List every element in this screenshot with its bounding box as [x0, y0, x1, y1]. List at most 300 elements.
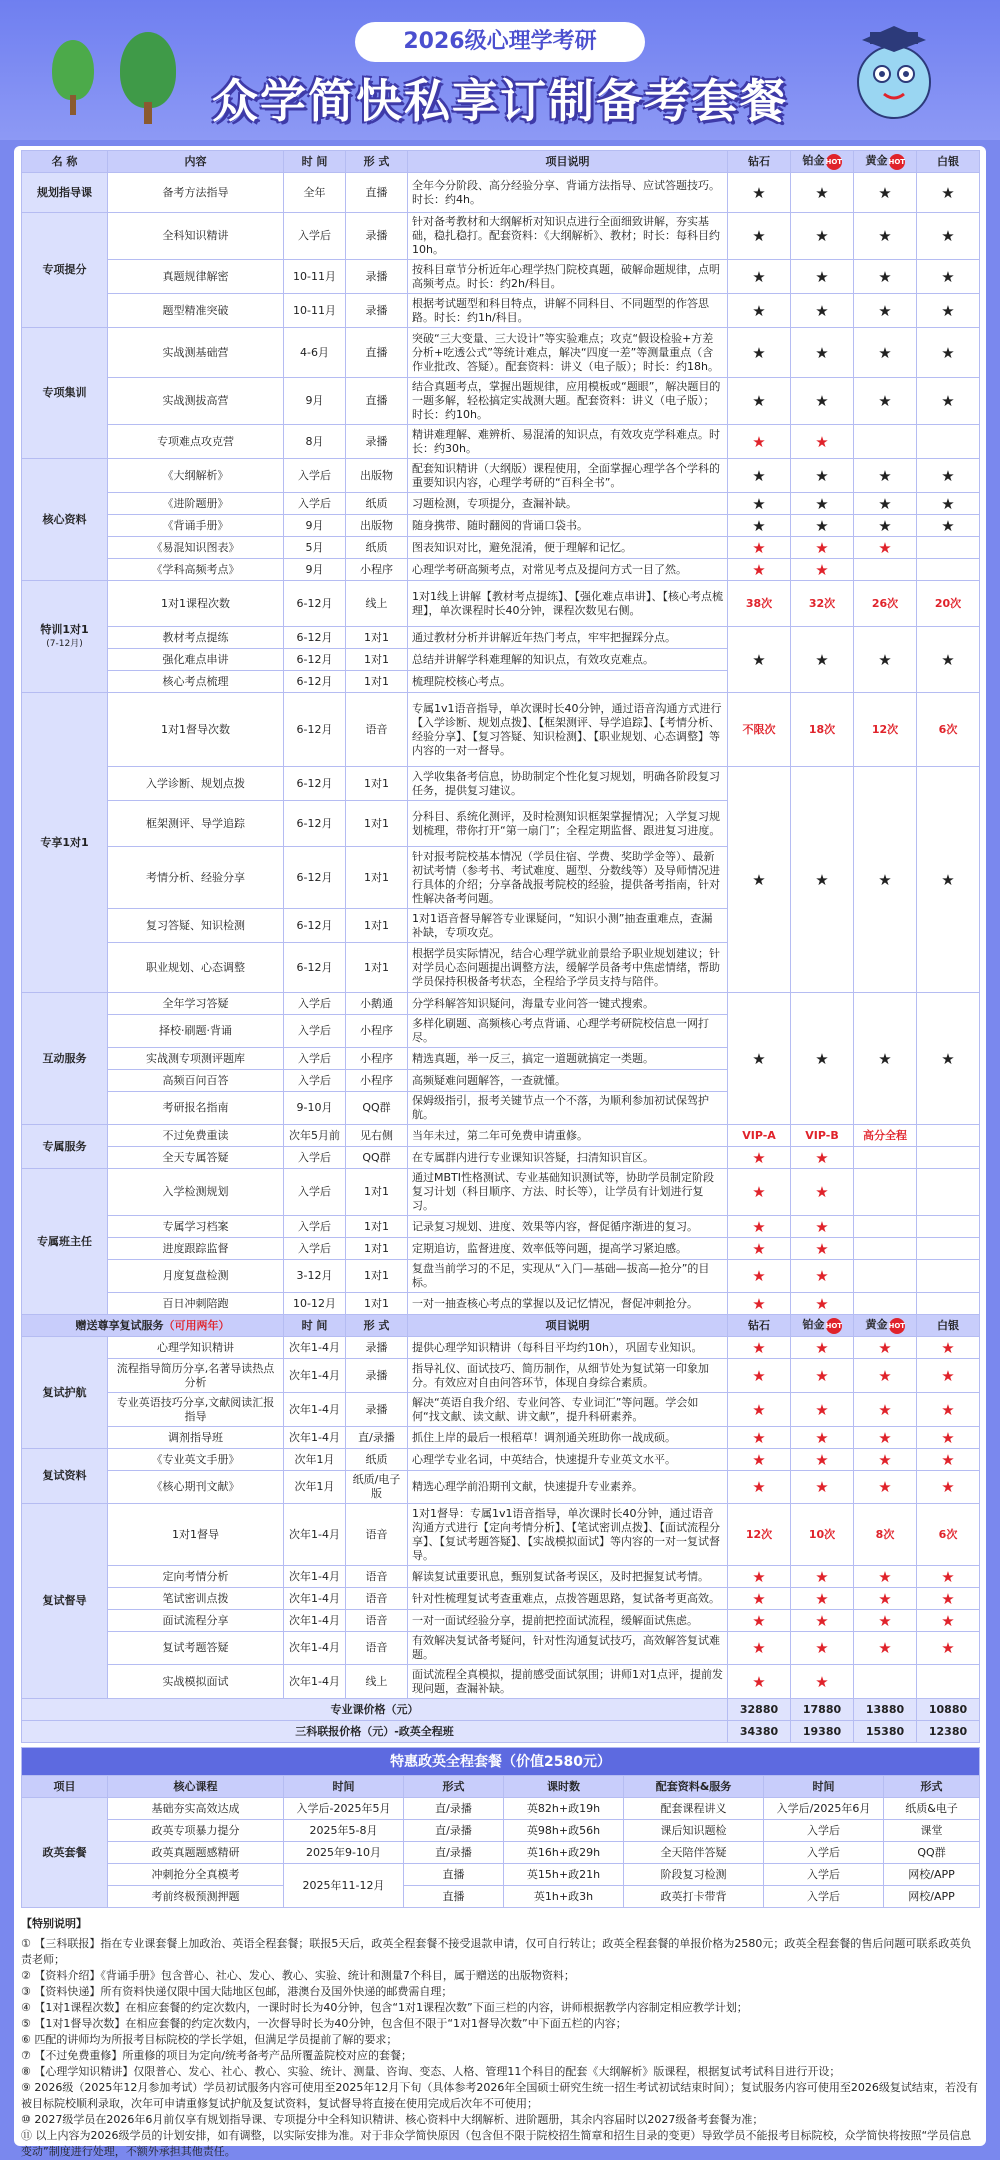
time-cell: 次年1-4月: [284, 1427, 346, 1449]
content-cell: 1对1督导: [108, 1504, 284, 1566]
tier-cell-g: [854, 1293, 917, 1315]
politics-cell: QQ群: [884, 1842, 980, 1864]
content-cell: 入学诊断、规划点拨: [108, 767, 284, 801]
politics-body: [22, 1748, 980, 1908]
note-item: ② 【资料介绍】《背诵手册》包含普心、社心、发心、教心、实验、统计和测量7个科目，属于赠送的出版物资料；: [21, 1969, 575, 1982]
content-cell: 复试考题答疑: [108, 1632, 284, 1665]
form-cell: 1对1: [346, 671, 408, 693]
category-label: 专属服务: [42, 1139, 87, 1153]
tier-cell-s: [917, 1125, 980, 1147]
description-cell: 精选心理学前沿期刊文献，快速提升专业素养。: [408, 1471, 728, 1504]
category-cell: [22, 581, 108, 693]
description-cell: 随身携带、随时翻阅的背诵口袋书。: [408, 515, 728, 537]
tier-cell-d: ★: [728, 1588, 791, 1610]
description-cell: 面试流程全真模拟，提前感受面试氛围；讲师1对1点评，提前发现问题，查漏补缺。: [408, 1665, 728, 1699]
tier-cell-p: ★: [791, 537, 854, 559]
politics-row: [22, 1820, 980, 1842]
col-desc: 项目说明: [408, 151, 728, 173]
form-cell: 录播: [346, 425, 408, 459]
table-row: [22, 1588, 980, 1610]
description-cell: 多样化刷题、高频核心考点背诵、心理学考研院校信息一网打尽。: [408, 1015, 728, 1048]
time-cell: 次年1月: [284, 1471, 346, 1504]
tier-cell-d: ★: [728, 1449, 791, 1471]
tier-cell-d: ★: [728, 1566, 791, 1588]
tier-cell-p: ★: [791, 378, 854, 425]
price-p: 17880: [791, 1699, 854, 1721]
time-cell: 4-6月: [284, 328, 346, 378]
category-cell: [22, 173, 108, 213]
form-cell: 1对1: [346, 1238, 408, 1260]
time-cell: 次年1月: [284, 1449, 346, 1471]
tier-cell-g: ★: [854, 260, 917, 294]
tier-cell-s: [917, 1665, 980, 1699]
tier-cell-s: ★: [917, 260, 980, 294]
header-badge: 2026级心理学考研: [355, 22, 645, 62]
tier-cell-d: ★: [728, 1393, 791, 1427]
description-cell: 分学科解答知识疑问，海量专业问答一键式搜索。: [408, 993, 728, 1015]
content-cell: 定向考情分析: [108, 1566, 284, 1588]
politics-col: 配套资料&服务: [624, 1776, 764, 1798]
tier-cell-p: ★: [791, 1588, 854, 1610]
tier-cell-p: ★: [791, 1471, 854, 1504]
description-cell: 心理学考研高频考点，对常见考点及提问方式一目了然。: [408, 559, 728, 581]
description-cell: 1对1督导：专属1v1语音指导，单次课时长40分钟，通过语音沟通方式进行【定向考情分析】、【笔试密训点拨】、【面试流程分享】、【复试考题答疑】、【实战模拟面试】等内容的一对一复试督导。: [408, 1504, 728, 1566]
content-cell: 《进阶题册》: [108, 493, 284, 515]
content-cell: 入学检测规划: [108, 1169, 284, 1216]
tier-cell-p: ★: [791, 294, 854, 328]
tier-cell-g: ★: [854, 1393, 917, 1427]
content-cell: 全科知识精讲: [108, 213, 284, 260]
note-item: ⑨ 2026级（2025年12月参加考试）学员初试服务内容可使用至2025年12月下旬（具体参考2026年全国硕士研究生统一招生考试初试结束时间）；复试服务内容可使用至2026级复试结束，若没有被目标院校顺利录取，次年可申请重修复试护航及复试资料，复试督导将直接在使用完成后次年不可使用；: [21, 2081, 978, 2110]
time-cell: 次年1-4月: [284, 1504, 346, 1566]
politics-col: 形式: [404, 1776, 504, 1798]
politics-cell: 基础夯实高效达成: [108, 1798, 284, 1820]
politics-cell: 直/录播: [404, 1820, 504, 1842]
description-cell: 梳理院校核心考点。: [408, 671, 728, 693]
content-cell: 择校·刷题·背诵: [108, 1015, 284, 1048]
description-cell: 解决“英语自我介绍、专业问答、专业词汇”等问题。学会如何“找文献、读文献、讲文献”，提升科研素养。: [408, 1393, 728, 1427]
politics-cell: 政英真题题感精研: [108, 1842, 284, 1864]
table-row: [22, 1238, 980, 1260]
table-row: [22, 515, 980, 537]
tier-cell-s: ★: [917, 1566, 980, 1588]
tier-cell-s: ★: [917, 1632, 980, 1665]
politics-row: [22, 1886, 980, 1908]
content-cell: 专项难点攻克营: [108, 425, 284, 459]
time-cell: 次年1-4月: [284, 1610, 346, 1632]
tier-cell-p: ★: [791, 993, 854, 1125]
tier-cell-g: ★: [854, 294, 917, 328]
time-cell: 入学后: [284, 993, 346, 1015]
tier-cell-p: ★: [791, 425, 854, 459]
content-cell: 考情分析、经验分享: [108, 847, 284, 909]
content-cell: 流程指导简历分享,名著导读热点分析: [108, 1359, 284, 1393]
special-notes: [21, 1916, 979, 2160]
table-row: [22, 581, 980, 627]
time-cell: 6-12月: [284, 847, 346, 909]
tier-cell-s: ★: [917, 1471, 980, 1504]
tier-cell-s: [917, 1293, 980, 1315]
form-cell: 1对1: [346, 909, 408, 943]
table-row: [22, 1393, 980, 1427]
table-row: [22, 425, 980, 459]
tier-cell-s: 6次: [917, 693, 980, 767]
time-cell: 次年5月前: [284, 1125, 346, 1147]
tier-cell-p: ★: [791, 213, 854, 260]
description-cell: 抓住上岸的最后一根稻草！调剂通关班助你一战成硕。: [408, 1427, 728, 1449]
content-cell: 框架测评、导学追踪: [108, 801, 284, 847]
time-cell: 8月: [284, 425, 346, 459]
politics-cell: 入学后: [764, 1864, 884, 1886]
category-cell: [22, 1449, 108, 1504]
description-cell: 针对性梳理复试考查重难点，点拨答题思路，复试备考更高效。: [408, 1588, 728, 1610]
tier-cell-p: ★: [791, 1610, 854, 1632]
tier-cell-p: ★: [791, 1216, 854, 1238]
note-item: ⑪ 以上内容为2026级学员的计划安排，如有调整，以实际安排为准。对于非众学简快原因（包含但不限于院校招生简章和招生目录的变更）导致学员不能报考目标院校，众学简快将按照“学员信息变动”制度进行处理，不额外承担其他责任。: [21, 2129, 972, 2158]
table-row: [22, 1566, 980, 1588]
politics-cell: 2025年5-8月: [284, 1820, 404, 1842]
category-label: 专享1对1: [40, 835, 89, 849]
form-cell: 录播: [346, 294, 408, 328]
politics-cell: 政英打卡带背: [624, 1886, 764, 1908]
description-cell: 图表知识对比，避免混淆，便于理解和记忆。: [408, 537, 728, 559]
tier-cell-p: 10次: [791, 1504, 854, 1566]
tier-cell-g: [854, 1665, 917, 1699]
politics-cell: 2025年11-12月: [284, 1864, 404, 1908]
tier-cell-s: ★: [917, 1337, 980, 1359]
tier-cell-d: 不限次: [728, 693, 791, 767]
gift-col-diamond: [728, 1315, 791, 1337]
form-cell: 出版物: [346, 459, 408, 493]
tier-cell-p: ★: [791, 1337, 854, 1359]
politics-row: [22, 1798, 980, 1820]
note-item: ⑧ 【心理学知识精讲】仅限普心、发心、社心、教心、实验、统计、测量、咨询、变态、人格、管理11个科目的配套《大纲解析》版课程，根据复试考试科目进行开设；: [21, 2065, 841, 2078]
tree-trunk-2: [144, 102, 152, 124]
mascot-icon: [848, 22, 940, 122]
tier-cell-d: 38次: [728, 581, 791, 627]
tier-cell-s: ★: [917, 1427, 980, 1449]
category-label: 复试督导: [42, 1594, 87, 1607]
main-table-header: [22, 151, 980, 173]
description-cell: 总结并讲解学科难理解的知识点，有效攻克难点。: [408, 649, 728, 671]
table-row: [22, 1427, 980, 1449]
category-label: 核心资料: [42, 512, 87, 526]
time-cell: 入学后: [284, 1015, 346, 1048]
content-cell: 专业英语技巧分享,文献阅读汇报指导: [108, 1393, 284, 1427]
tier-cell-d: ★: [728, 993, 791, 1125]
hot-badge: HOT: [889, 1318, 905, 1334]
category-label: 规划指导课: [37, 185, 92, 199]
gift-col-form: [346, 1315, 408, 1337]
description-cell: 分科目、系统化测评，及时检测知识框架掌握情况；入学复习规划梳理，带你打开“第一扇门”；全程定期监督、跟进复习进度。: [408, 801, 728, 847]
table-row: [22, 1293, 980, 1315]
description-cell: 提供心理学知识精讲（每科目平均约10h），巩固专业知识。: [408, 1337, 728, 1359]
tier-cell-g: 8次: [854, 1504, 917, 1566]
description-cell: 1对1线上讲解【教材考点提练】、【强化难点串讲】、【核心考点梳理】，单次课程时长40分钟，课程次数见右侧。: [408, 581, 728, 627]
note-item: ⑩ 2027级学员在2026年6月前仅享有规划指导课、专项提分中全科知识精讲、核心资料中大纲解析、进阶题册，其余内容届时以2027级备考套餐为准；: [21, 2113, 764, 2126]
content-cell: 笔试密训点拨: [108, 1588, 284, 1610]
tier-cell-g: [854, 1238, 917, 1260]
tier-cell-p: ★: [791, 1169, 854, 1216]
table-row: [22, 294, 980, 328]
tier-cell-g: [854, 1216, 917, 1238]
category-label: 特训1对1: [40, 622, 89, 636]
form-cell: 语音: [346, 1566, 408, 1588]
price-s: 10880: [917, 1699, 980, 1721]
tier-cell-g: ★: [854, 1337, 917, 1359]
politics-cell: 考前终极预测押题: [108, 1886, 284, 1908]
form-cell: 小程序: [346, 1070, 408, 1092]
description-cell: 配套知识精讲（大纲版）课程使用，全面掌握心理学各个学科的重要知识内容，心理学考研的“百科全书”。: [408, 459, 728, 493]
tier-cell-d: ★: [728, 459, 791, 493]
gift-col-platinum-label: 铂金: [802, 1317, 825, 1331]
content-cell: 专属学习档案: [108, 1216, 284, 1238]
form-cell: 小鹅通: [346, 993, 408, 1015]
time-cell: 9-10月: [284, 1092, 346, 1125]
content-cell: 《专业英文手册》: [108, 1449, 284, 1471]
politics-cell: 冲刺抢分全真模考: [108, 1864, 284, 1886]
form-cell: 1对1: [346, 767, 408, 801]
col-diamond: 钻石: [728, 151, 791, 173]
content-cell: 复习答疑、知识检测: [108, 909, 284, 943]
description-cell: 当年未过，第二年可免费申请重修。: [408, 1125, 728, 1147]
tier-cell-d: ★: [728, 1359, 791, 1393]
content-cell: 《易混知识图表》: [108, 537, 284, 559]
table-row: [22, 173, 980, 213]
time-cell: 9月: [284, 515, 346, 537]
content-cell: 教材考点提练: [108, 627, 284, 649]
form-cell: 录播: [346, 213, 408, 260]
tier-cell-g: ★: [854, 993, 917, 1125]
tier-cell-g: ★: [854, 537, 917, 559]
politics-cell: 纸质&电子: [884, 1798, 980, 1820]
tier-cell-d: ★: [728, 328, 791, 378]
table-row: [22, 1260, 980, 1293]
tier-cell-d: ★: [728, 173, 791, 213]
tier-cell-s: ★: [917, 515, 980, 537]
content-cell: 《背诵手册》: [108, 515, 284, 537]
tier-cell-p: ★: [791, 260, 854, 294]
tier-cell-s: ★: [917, 1393, 980, 1427]
politics-band-title: 特惠政英全程套餐（价值2580元）: [22, 1748, 980, 1776]
price-g: 15380: [854, 1721, 917, 1743]
tier-cell-d: ★: [728, 1169, 791, 1216]
tier-cell-g: [854, 1169, 917, 1216]
tier-cell-s: ★: [917, 1588, 980, 1610]
tier-cell-g: ★: [854, 1610, 917, 1632]
description-cell: 通过MBTI性格测试、专业基础知识测试等，协助学员制定阶段复习计划（科目顺序、方法、时长等），让学员有计划进行复习。: [408, 1169, 728, 1216]
tier-cell-d: ★: [728, 378, 791, 425]
tree-left-2: [120, 32, 176, 108]
tier-cell-g: ★: [854, 1427, 917, 1449]
politics-row: [22, 1864, 980, 1886]
tier-cell-g: ★: [854, 173, 917, 213]
time-cell: 6-12月: [284, 909, 346, 943]
tier-cell-p: ★: [791, 1147, 854, 1169]
price-row: [22, 1699, 980, 1721]
politics-cell: 网校/APP: [884, 1886, 980, 1908]
form-cell: 录播: [346, 1359, 408, 1393]
tier-cell-s: ★: [917, 627, 980, 693]
description-cell: 按科目章节分析近年心理学热门院校真题，破解命题规律，点明高频考点。时长：约2h/科目。: [408, 260, 728, 294]
form-cell: 语音: [346, 1504, 408, 1566]
form-cell: QQ群: [346, 1147, 408, 1169]
category-cell: [22, 1125, 108, 1169]
tier-cell-g: [854, 1260, 917, 1293]
hot-badge: HOT: [889, 154, 905, 170]
tier-cell-s: ★: [917, 993, 980, 1125]
description-cell: 精选真题，举一反三，搞定一道题就搞定一类题。: [408, 1048, 728, 1070]
tier-cell-d: ★: [728, 1337, 791, 1359]
politics-col: 核心课程: [108, 1776, 284, 1798]
time-cell: 入学后: [284, 1238, 346, 1260]
description-cell: 心理学专业名词，中英结合，快速提升专业英文水平。: [408, 1449, 728, 1471]
time-cell: 6-12月: [284, 581, 346, 627]
page-title: 众学简快私享订制备考套餐: [212, 74, 788, 128]
tier-cell-d: VIP-A: [728, 1125, 791, 1147]
tier-cell-p: ★: [791, 1427, 854, 1449]
tier-cell-s: [917, 425, 980, 459]
gift-col-time-label: 时 间: [301, 1318, 328, 1332]
table-row: [22, 1337, 980, 1359]
politics-cell: 英16h+政29h: [504, 1842, 624, 1864]
tier-cell-d: ★: [728, 1293, 791, 1315]
tier-cell-d: ★: [728, 294, 791, 328]
tier-cell-g: 26次: [854, 581, 917, 627]
content-cell: 实战模拟面试: [108, 1665, 284, 1699]
form-cell: 直播: [346, 378, 408, 425]
tier-cell-s: [917, 1260, 980, 1293]
politics-cell: 政英专项暴力提分: [108, 1820, 284, 1842]
gift-col-platinum: [791, 1315, 854, 1337]
table-row: [22, 1125, 980, 1147]
tier-cell-p: ★: [791, 1665, 854, 1699]
tier-cell-s: ★: [917, 213, 980, 260]
hot-badge: HOT: [826, 1318, 842, 1334]
politics-cell: 入学后-2025年5月: [284, 1798, 404, 1820]
politics-cell: 课后知识题检: [624, 1820, 764, 1842]
tier-cell-g: ★: [854, 627, 917, 693]
table-row: [22, 1632, 980, 1665]
form-cell: 1对1: [346, 943, 408, 993]
time-cell: 次年1-4月: [284, 1337, 346, 1359]
form-cell: 语音: [346, 1610, 408, 1632]
tier-cell-p: ★: [791, 173, 854, 213]
content-cell: 面试流程分享: [108, 1610, 284, 1632]
category-label: 专项集训: [42, 386, 87, 399]
tier-cell-s: ★: [917, 328, 980, 378]
tier-cell-d: ★: [728, 1427, 791, 1449]
form-cell: 录播: [346, 260, 408, 294]
note-item: ④ 【1对1课程次数】在相应套餐的约定次数内，一课时时长为40分钟，包含“1对1课程次数”下面三栏的内容，讲师根据教学内容制定相应教学计划；: [21, 2001, 748, 2014]
time-cell: 次年1-4月: [284, 1566, 346, 1588]
tier-cell-g: ★: [854, 493, 917, 515]
time-cell: 入学后: [284, 1169, 346, 1216]
category-cell: [22, 213, 108, 328]
tier-cell-p: ★: [791, 1359, 854, 1393]
category-cell: [22, 1504, 108, 1699]
price-d: 32880: [728, 1699, 791, 1721]
tier-cell-d: ★: [728, 515, 791, 537]
price-d: 34380: [728, 1721, 791, 1743]
form-cell: 直/录播: [346, 1427, 408, 1449]
table-row: [22, 493, 980, 515]
content-cell: 高频百问百答: [108, 1070, 284, 1092]
politics-cell: 直播: [404, 1864, 504, 1886]
time-cell: 6-12月: [284, 649, 346, 671]
page-header: [0, 0, 1000, 140]
hot-badge: HOT: [826, 154, 842, 170]
form-cell: 直播: [346, 173, 408, 213]
form-cell: 语音: [346, 1632, 408, 1665]
table-row: [22, 328, 980, 378]
gift-col-form-label: 形 式: [363, 1318, 390, 1332]
time-cell: 3-12月: [284, 1260, 346, 1293]
price-p: 19380: [791, 1721, 854, 1743]
content-cell: 备考方法指导: [108, 173, 284, 213]
tier-cell-g: ★: [854, 1632, 917, 1665]
politics-cell: 入学后/2025年6月: [764, 1798, 884, 1820]
form-cell: 1对1: [346, 801, 408, 847]
col-gold: 黄金HOT: [854, 151, 917, 173]
form-cell: 纸质: [346, 537, 408, 559]
form-cell: 纸质: [346, 1449, 408, 1471]
gift-col-gold: [854, 1315, 917, 1337]
tier-cell-p: ★: [791, 627, 854, 693]
tier-cell-g: ★: [854, 213, 917, 260]
content-cell: 1对1督导次数: [108, 693, 284, 767]
form-cell: 1对1: [346, 1216, 408, 1238]
category-cell: [22, 328, 108, 459]
tier-cell-d: ★: [728, 425, 791, 459]
category-cell: [22, 693, 108, 993]
description-cell: 一对一面试经验分享，提前把控面试流程，缓解面试焦虑。: [408, 1610, 728, 1632]
description-cell: 解读复试重要讯息，甄别复试备考误区，及时把握复试考情。: [408, 1566, 728, 1588]
politics-col: 时间: [764, 1776, 884, 1798]
politics-cell: 配套课程讲义: [624, 1798, 764, 1820]
gift-col-desc: [408, 1315, 728, 1337]
form-cell: 1对1: [346, 649, 408, 671]
table-row: [22, 993, 980, 1015]
content-cell: 实战测专项测评题库: [108, 1048, 284, 1070]
time-cell: 9月: [284, 559, 346, 581]
notes-list: [21, 1936, 979, 2160]
politics-table: [21, 1747, 980, 1908]
politics-cell: 直播: [404, 1886, 504, 1908]
tier-cell-s: 20次: [917, 581, 980, 627]
category-cell: [22, 1169, 108, 1315]
col-silver: 白银: [917, 151, 980, 173]
tier-cell-s: ★: [917, 173, 980, 213]
tier-cell-g: ★: [854, 328, 917, 378]
tier-cell-d: ★: [728, 1610, 791, 1632]
politics-cell: 2025年9-10月: [284, 1842, 404, 1864]
tier-cell-d: ★: [728, 537, 791, 559]
tier-cell-g: [854, 559, 917, 581]
form-cell: 纸质: [346, 493, 408, 515]
politics-cell: 直/录播: [404, 1842, 504, 1864]
time-cell: 10-11月: [284, 260, 346, 294]
tier-cell-d: ★: [728, 213, 791, 260]
description-cell: 入学收集备考信息，协助制定个性化复习规划，明确各阶段复习任务，提供复习建议。: [408, 767, 728, 801]
package-sheet: [14, 146, 986, 2158]
col-content: 内容: [108, 151, 284, 173]
tier-cell-g: 高分全程: [854, 1125, 917, 1147]
table-row: [22, 1359, 980, 1393]
tier-cell-d: ★: [728, 1632, 791, 1665]
form-cell: 录播: [346, 1337, 408, 1359]
time-cell: 次年1-4月: [284, 1393, 346, 1427]
